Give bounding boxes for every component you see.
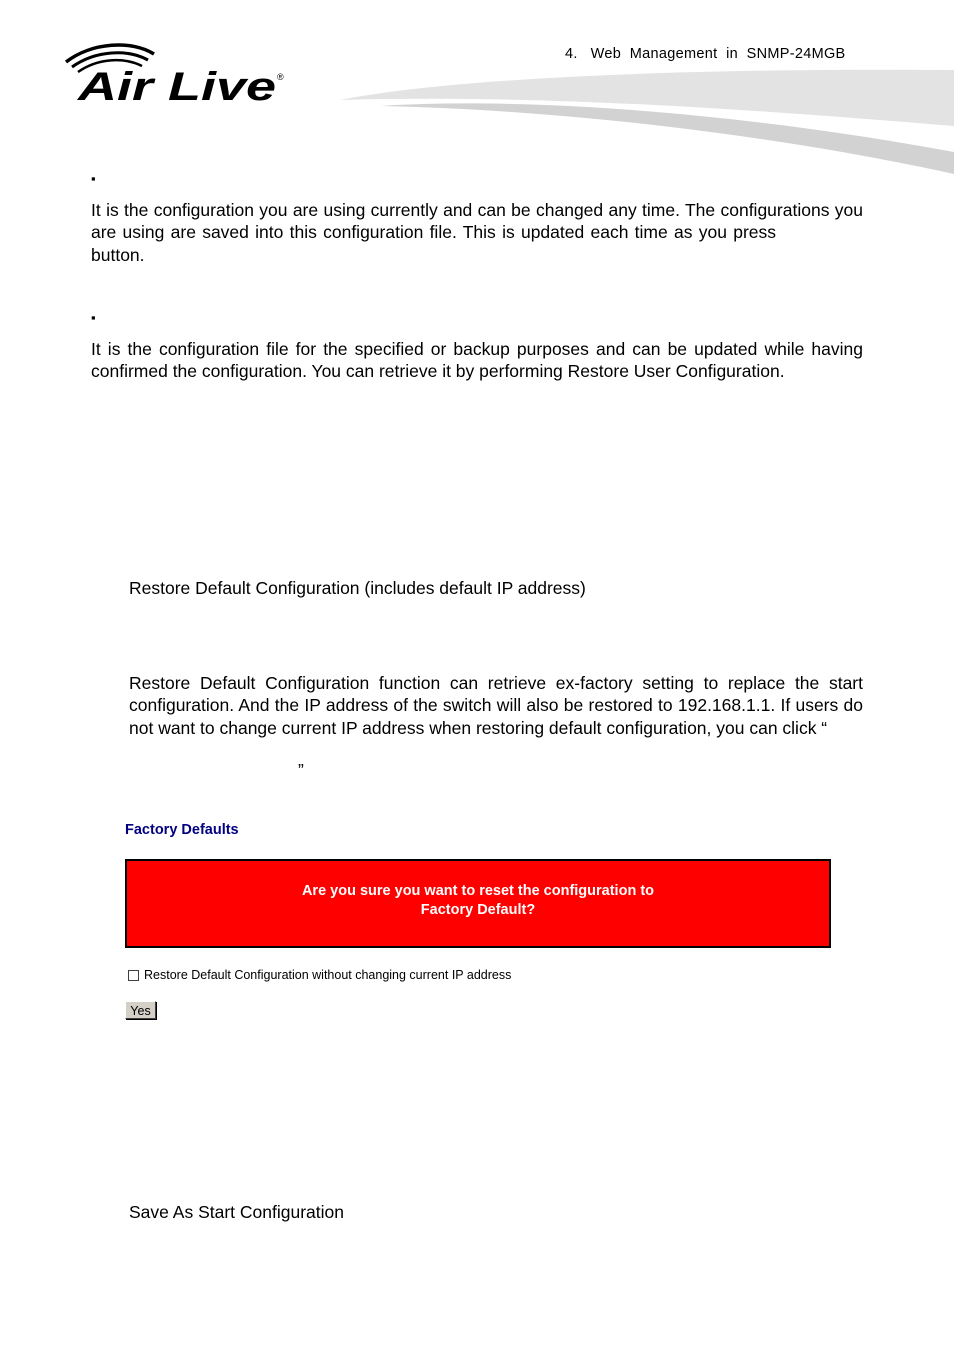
keep-ip-label: Restore Default Configuration without changing current IP address — [144, 968, 512, 982]
user-config-paragraph: It is the configuration file for the specified or backup purposes and can be updated while having confirmed the configuration. You can retrieve it by performing Restore User Configuration. — [91, 339, 863, 382]
chapter-title: 4. Web Management in SNMP-24MGB — [565, 46, 846, 62]
airlive-logo — [62, 40, 292, 110]
logo-wordmark: Air Live — [76, 65, 276, 109]
restore-default-paragraph: Restore Default Configuration function can retrieve ex-factory setting to replace the start configuration. And the IP address of the switch will also be restored to 192.168.1.1. If users do not want to change current IP address when restoring default configuration, you can click “ — [129, 673, 863, 738]
factory-defaults-title: Factory Defaults — [125, 822, 239, 838]
keep-ip-checkbox[interactable] — [128, 970, 139, 981]
running-config-paragraph — [91, 199, 863, 266]
yes-button[interactable]: Yes — [125, 1001, 156, 1019]
reset-warning-box — [125, 859, 831, 948]
bullet-marker: ▪ — [91, 171, 96, 186]
warning-line-1: Are you sure you want to reset the configuration to — [301, 882, 655, 899]
keep-ip-option[interactable] — [128, 968, 511, 982]
bullet-marker: ▪ — [91, 310, 96, 325]
logo-registered-mark: ® — [277, 72, 284, 82]
restore-default-heading: Restore Default Configuration (includes default IP address) — [129, 578, 586, 598]
closing-quote: ” — [298, 760, 304, 780]
warning-line-2: Factory Default? — [420, 901, 536, 918]
running-config-text: It is the configuration you are using currently and can be changed any time. The configurations you are using are saved into this configuration file. This is updated each time as you press — [91, 200, 863, 243]
save-start-heading: Save As Start Configuration — [129, 1202, 344, 1222]
header-swoosh-decoration — [340, 66, 954, 181]
running-config-text-end: button. — [91, 244, 145, 265]
